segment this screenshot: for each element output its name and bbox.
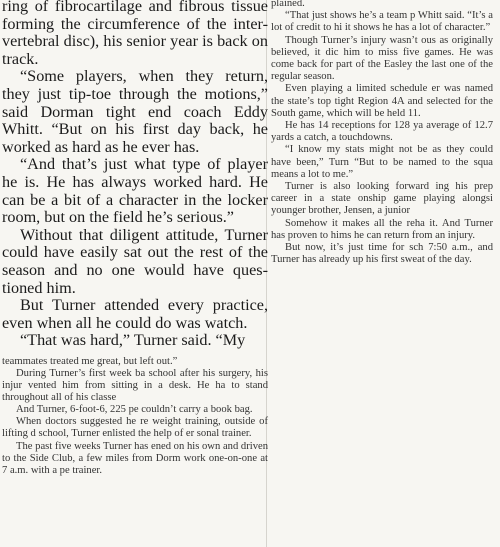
- paragraph: Without that diligent attitude, Turner could have easily sat out the rest of the season and no one would have ques-tioned him.: [2, 225, 268, 297]
- paragraph: “Some players, when they return, they just tip-toe through the motions,” said Dorman tight end coach Eddy Whitt. “But on his first day back, he worked as hard as he ever has.: [2, 67, 268, 156]
- small-type-section: [2, 356, 268, 477]
- paragraph: teammates treated me great, but left out.”: [2, 355, 178, 367]
- paragraph: The past five weeks Turner has ened on his own and driven to the Side Club, a few miles from Dorm work one-on-one at 7 a.m. with a pe trainer.: [2, 440, 268, 476]
- paragraph: Somehow it makes all the reha it. And Turner has proven to hims he can return from an injury.: [271, 217, 493, 241]
- paragraph: When doctors suggested he re weight training, outside of lifting d school, Turner enlisted the help of er sonal trainer.: [2, 416, 268, 440]
- paragraph: But Turner attended every practice, even when all he could do was watch.: [2, 296, 268, 332]
- paragraph: Though Turner’s injury wasn’t ous as originally believed, it dic him to miss five games. He was come back for part of the Easley the last one of the regular season.: [271, 34, 493, 83]
- paragraph: “I know my stats might not be as they could have been,” Turn “But to be named to the squa means a lot to me.”: [271, 144, 493, 180]
- paragraph: ring of fibrocartilage and fibrous tissue forming the circumference of the inter-vertebral disc), his senior year is back on track.: [2, 0, 268, 68]
- paragraph: During Turner’s first week ba school after his surgery, his injur vented him from sitting in a desk. He ha to stand throughout all of his classe: [2, 367, 268, 404]
- paragraph: He has 14 receptions for 128 ya average of 12.7 yards a catch, a touchdowns.: [271, 120, 493, 144]
- right-column: [271, 0, 493, 266]
- paragraph: And Turner, 6-foot-6, 225 pe couldn’t carry a book bag.: [16, 404, 253, 416]
- right-text-section: [271, 0, 493, 266]
- paragraph: “And that’s just what type of player he is. He has always worked hard. He can be a bit of a character in the locker room, but on the field he’s serious.”: [2, 155, 268, 227]
- paragraph: Even playing a limited schedule er was named the state’s top tight Region 4A and selected for the South game, which will be held 11.: [271, 83, 493, 119]
- paragraph: “That was hard,” Turner said. “My: [20, 331, 246, 350]
- paragraph: But now, it’s just time for sch 7:50 a.m., and Turner has already up his first sweat of the day.: [271, 242, 493, 266]
- paragraph: Turner is also looking forward ing his prep career in a state onship game playing alongsi younger brother, Jensen, a junior: [271, 181, 493, 217]
- left-column: [2, 0, 268, 477]
- large-type-section: [2, 0, 268, 350]
- paragraph: plained.: [271, 0, 305, 9]
- paragraph: “That just shows he’s a team p Whitt said. “It’s a lot of credit to hi it shows he has a lot of character.”: [271, 10, 493, 34]
